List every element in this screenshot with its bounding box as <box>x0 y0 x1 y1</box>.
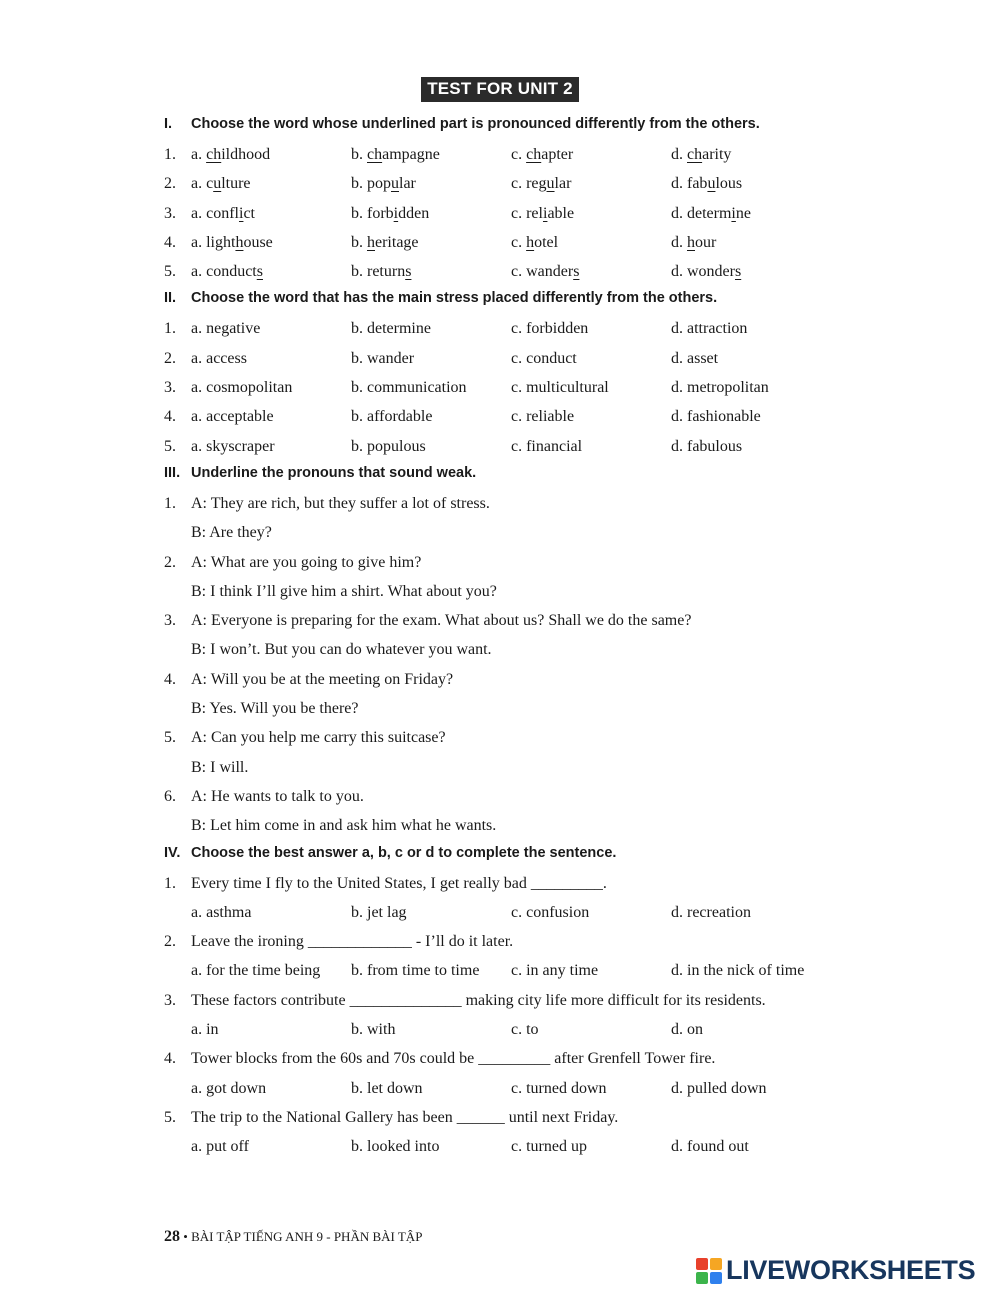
underlined-part: u <box>546 175 555 193</box>
section-heading <box>164 286 844 314</box>
answer-option[interactable]: c. financial <box>511 437 583 455</box>
answer-option[interactable]: a. access <box>191 349 247 367</box>
dialogue-line-a <box>164 489 844 518</box>
option-text-before: a. light <box>191 233 236 251</box>
speaker-a-text[interactable]: A: He wants to talk to you. <box>191 787 364 805</box>
answer-option[interactable] <box>351 169 416 198</box>
question-number: 3. <box>164 612 176 630</box>
underlined-part: h <box>367 233 375 251</box>
section-instruction: Choose the word whose underlined part is pronounced differently from the others. <box>191 116 760 132</box>
question-number: 3. <box>164 204 176 222</box>
section-number: III. <box>164 464 181 481</box>
underlined-part: ch <box>526 146 542 163</box>
answer-option[interactable]: a. negative <box>191 320 261 338</box>
worksheet-content <box>164 112 844 1162</box>
option-text-before: b. <box>351 146 367 163</box>
answer-option[interactable]: d. pulled down <box>671 1079 767 1097</box>
answer-option[interactable]: d. fabulous <box>671 437 743 455</box>
option-text-before: c. wander <box>511 263 574 281</box>
question-text: Every time I fly to the United States, I get really bad _________. <box>191 874 607 892</box>
answer-option[interactable]: c. forbidden <box>511 320 589 338</box>
question-number: 4. <box>164 233 176 251</box>
speaker-b-text[interactable]: B: I will. <box>191 758 249 776</box>
answer-option[interactable]: c. in any time <box>511 962 599 980</box>
answer-option[interactable] <box>671 228 716 257</box>
dialogue-line-b <box>164 811 844 840</box>
footer-bullet: • <box>183 1229 188 1244</box>
question-row <box>164 402 844 431</box>
answer-option[interactable]: b. affordable <box>351 408 433 426</box>
answer-option[interactable]: a. got down <box>191 1079 267 1097</box>
question-row <box>164 199 844 228</box>
option-text-before: c. <box>511 233 527 251</box>
question-number: 2. <box>164 175 176 193</box>
option-text-before: c. reg <box>511 175 547 193</box>
question-row <box>164 1044 844 1073</box>
question-row <box>164 140 844 169</box>
option-text-before: b. pop <box>351 175 391 193</box>
answer-option[interactable]: b. jet lag <box>351 903 407 921</box>
question-number: 3. <box>164 991 176 1009</box>
answer-option[interactable]: d. fashionable <box>671 408 761 426</box>
answer-option[interactable] <box>511 257 579 286</box>
option-text-before: c. rel <box>511 204 543 222</box>
question-text: Tower blocks from the 60s and 70s could be _________ after Grenfell Tower fire. <box>191 1050 716 1068</box>
section-heading <box>164 461 844 489</box>
option-text-after: our <box>695 233 717 251</box>
answer-option[interactable]: c. reliable <box>511 408 575 426</box>
option-text-before: b. forb <box>351 204 394 222</box>
underlined-part: ch <box>687 146 703 163</box>
speaker-b-text[interactable]: B: I won’t. But you can do whatever you want. <box>191 641 492 659</box>
page-footer <box>164 1228 422 1246</box>
section-instruction: Choose the word that has the main stress placed differently from the others. <box>191 290 718 307</box>
answer-option[interactable] <box>351 140 440 169</box>
answer-option[interactable]: b. wander <box>351 349 415 367</box>
answer-option[interactable]: c. to <box>511 1021 539 1039</box>
answer-option[interactable] <box>671 199 751 228</box>
answer-option[interactable] <box>191 199 255 228</box>
dialogue-line-b <box>164 518 844 547</box>
dialogue-line-a <box>164 665 844 694</box>
option-text-after: ne <box>735 204 751 222</box>
question-number: 5. <box>164 437 176 455</box>
logo-square <box>696 1272 708 1284</box>
option-text-after: ampagne <box>382 146 440 163</box>
dialogue-line-a <box>164 782 844 811</box>
answer-option[interactable]: a. for the time being <box>191 962 321 980</box>
answer-option[interactable] <box>191 169 251 198</box>
answer-option[interactable] <box>511 140 573 169</box>
question-number: 4. <box>164 670 176 688</box>
section-heading <box>164 841 844 869</box>
speaker-a-text[interactable]: A: Will you be at the meeting on Friday? <box>191 670 454 688</box>
options-row <box>164 1074 844 1103</box>
section-instruction: Choose the best answer a, b, c or d to complete the sentence. <box>191 844 617 861</box>
answer-option[interactable]: d. recreation <box>671 903 751 921</box>
speaker-b-text[interactable]: B: Are they? <box>191 524 272 542</box>
dialogue-line-a <box>164 548 844 577</box>
answer-option[interactable] <box>511 228 558 257</box>
option-text-before: d. <box>671 146 687 163</box>
answer-option[interactable] <box>351 257 411 286</box>
answer-option[interactable]: b. from time to time <box>351 962 480 980</box>
speaker-b-text[interactable]: B: I think I’ll give him a shirt. What about you? <box>191 582 497 600</box>
answer-option[interactable] <box>511 199 574 228</box>
option-text-before: d. determ <box>671 204 732 222</box>
question-text: These factors contribute ______________ making city life more difficult for its residents. <box>191 991 766 1009</box>
underlined-part: s <box>573 263 580 281</box>
option-text-after: ouse <box>243 233 273 251</box>
underlined-part: s <box>405 263 412 281</box>
answer-option[interactable]: b. let down <box>351 1079 423 1097</box>
speaker-a-text[interactable]: A: Can you help me carry this suitcase? <box>191 729 446 747</box>
question-number: 5. <box>164 263 176 281</box>
book-title: BÀI TẬP TIẾNG ANH 9 - PHẦN BÀI TẬP <box>191 1229 423 1244</box>
brand-name: LIVEWORKSHEETS <box>726 1255 976 1285</box>
underlined-part: i <box>731 204 736 222</box>
answer-option[interactable]: a. asthma <box>191 903 252 921</box>
page-title: TEST FOR UNIT 2 <box>421 77 579 102</box>
question-number: 1. <box>164 874 176 892</box>
underlined-part: u <box>391 175 399 193</box>
question-text: Leave the ironing _____________ - I’ll do it later. <box>191 933 514 951</box>
speaker-a-text[interactable]: A: What are you going to give him? <box>191 553 422 571</box>
answer-option[interactable]: d. asset <box>671 349 719 367</box>
answer-option[interactable]: c. multicultural <box>511 379 609 397</box>
options-row <box>164 898 844 927</box>
logo-square <box>710 1272 722 1284</box>
question-number: 4. <box>164 408 176 426</box>
section-number: IV. <box>164 844 181 861</box>
title-wrap <box>0 77 1000 102</box>
option-text-after: able <box>547 204 575 222</box>
liveworksheets-brand <box>696 1255 975 1286</box>
question-number: 1. <box>164 146 176 163</box>
option-text-after: dden <box>398 204 430 222</box>
dialogue-line-b <box>164 753 844 782</box>
option-text-before: a. conduct <box>191 263 257 281</box>
underlined-part: i <box>542 204 548 222</box>
underlined-part: s <box>256 263 263 281</box>
section-heading <box>164 112 844 140</box>
option-text-before: a. <box>191 146 207 163</box>
question-number: 2. <box>164 553 176 571</box>
answer-option[interactable] <box>671 169 742 198</box>
question-row <box>164 228 844 257</box>
dialogue-line-b <box>164 694 844 723</box>
answer-option[interactable]: a. in <box>191 1021 219 1039</box>
option-text-after: lar <box>554 175 572 193</box>
answer-option[interactable]: d. in the nick of time <box>671 962 805 980</box>
option-text-after: lous <box>715 175 743 193</box>
question-number: 2. <box>164 933 176 951</box>
speaker-b-text[interactable]: B: Let him come in and ask him what he wants. <box>191 817 497 835</box>
option-text-before: c. <box>511 146 527 163</box>
answer-option[interactable]: b. looked into <box>351 1138 440 1156</box>
answer-option[interactable] <box>191 140 270 169</box>
logo-square <box>696 1258 708 1270</box>
question-number: 1. <box>164 320 176 338</box>
option-text-after: apter <box>541 146 574 163</box>
underlined-part: h <box>235 233 244 251</box>
option-text-after: ct <box>243 204 255 222</box>
option-text-after: otel <box>534 233 559 251</box>
underlined-part: u <box>707 175 716 193</box>
answer-option[interactable]: b. populous <box>351 437 426 455</box>
answer-option[interactable] <box>671 140 731 169</box>
answer-option[interactable]: b. communication <box>351 379 467 397</box>
section-number: I. <box>164 116 173 132</box>
question-number: 2. <box>164 349 176 367</box>
question-text: The trip to the National Gallery has been ______ until next Friday. <box>191 1108 619 1126</box>
question-number: 6. <box>164 787 176 805</box>
question-number: 1. <box>164 494 176 512</box>
answer-option[interactable] <box>351 199 429 228</box>
question-row <box>164 314 844 343</box>
logo-square <box>710 1258 722 1270</box>
underlined-part: i <box>393 204 399 222</box>
answer-option[interactable]: d. attraction <box>671 320 748 338</box>
options-row <box>164 956 844 985</box>
question-row <box>164 257 844 286</box>
underlined-part: s <box>734 263 742 281</box>
option-text-before: b. return <box>351 263 406 281</box>
option-text-after: arity <box>702 146 732 163</box>
answer-option[interactable]: c. turned down <box>511 1079 607 1097</box>
answer-option[interactable]: c. conduct <box>511 349 577 367</box>
underlined-part: h <box>526 233 535 251</box>
question-row <box>164 432 844 461</box>
option-text-before: d. wonder <box>671 263 735 281</box>
answer-option[interactable]: b. with <box>351 1021 396 1039</box>
answer-option[interactable] <box>191 228 273 257</box>
question-row <box>164 927 844 956</box>
question-row <box>164 869 844 898</box>
answer-option[interactable]: d. metropolitan <box>671 379 769 397</box>
question-row <box>164 373 844 402</box>
underlined-part: ch <box>206 146 222 163</box>
answer-option[interactable]: c. confusion <box>511 903 590 921</box>
liveworksheets-logo-icon <box>696 1258 722 1284</box>
answer-option[interactable]: a. put off <box>191 1138 249 1156</box>
answer-option[interactable]: a. acceptable <box>191 408 274 426</box>
underlined-part: u <box>213 175 222 193</box>
question-number: 3. <box>164 379 176 397</box>
answer-option[interactable]: b. determine <box>351 320 431 338</box>
speaker-a-text[interactable]: A: They are rich, but they suffer a lot of stress. <box>191 494 490 512</box>
options-row <box>164 1132 844 1161</box>
answer-option[interactable]: d. on <box>671 1021 703 1039</box>
question-number: 5. <box>164 1108 176 1126</box>
dialogue-line-b <box>164 577 844 606</box>
option-text-before: d. fab <box>671 175 708 193</box>
answer-option[interactable] <box>671 257 741 286</box>
option-text-before: a. confl <box>191 204 239 222</box>
question-row <box>164 1103 844 1132</box>
section-number: II. <box>164 290 177 307</box>
dialogue-line-b <box>164 635 844 664</box>
dialogue-line-a <box>164 723 844 752</box>
answer-option[interactable] <box>351 228 419 257</box>
question-number: 5. <box>164 729 176 747</box>
question-number: 4. <box>164 1050 176 1068</box>
question-row <box>164 169 844 198</box>
dialogue-line-a <box>164 606 844 635</box>
page-number: 28 <box>164 1228 180 1245</box>
option-text-before: b. <box>351 233 367 251</box>
answer-option[interactable]: c. turned up <box>511 1138 587 1156</box>
underlined-part: h <box>687 233 695 251</box>
answer-option[interactable] <box>511 169 571 198</box>
options-row <box>164 1015 844 1044</box>
answer-option[interactable]: a. skyscraper <box>191 437 275 455</box>
option-text-after: eritage <box>375 233 419 251</box>
speaker-a-text[interactable]: A: Everyone is preparing for the exam. What about us? Shall we do the same? <box>191 612 692 630</box>
answer-option[interactable] <box>191 257 263 286</box>
question-row <box>164 344 844 373</box>
underlined-part: ch <box>367 146 383 163</box>
answer-option[interactable]: a. cosmopolitan <box>191 379 293 397</box>
section-instruction: Underline the pronouns that sound weak. <box>191 464 477 481</box>
option-text-before: a. c <box>191 175 214 193</box>
option-text-after: lar <box>399 175 416 193</box>
question-row <box>164 986 844 1015</box>
option-text-after: ildhood <box>221 146 271 163</box>
answer-option[interactable]: d. found out <box>671 1138 749 1156</box>
underlined-part: i <box>238 204 244 222</box>
option-text-after: lture <box>221 175 251 193</box>
speaker-b-text[interactable]: B: Yes. Will you be there? <box>191 700 359 718</box>
option-text-before: d. <box>671 233 687 251</box>
